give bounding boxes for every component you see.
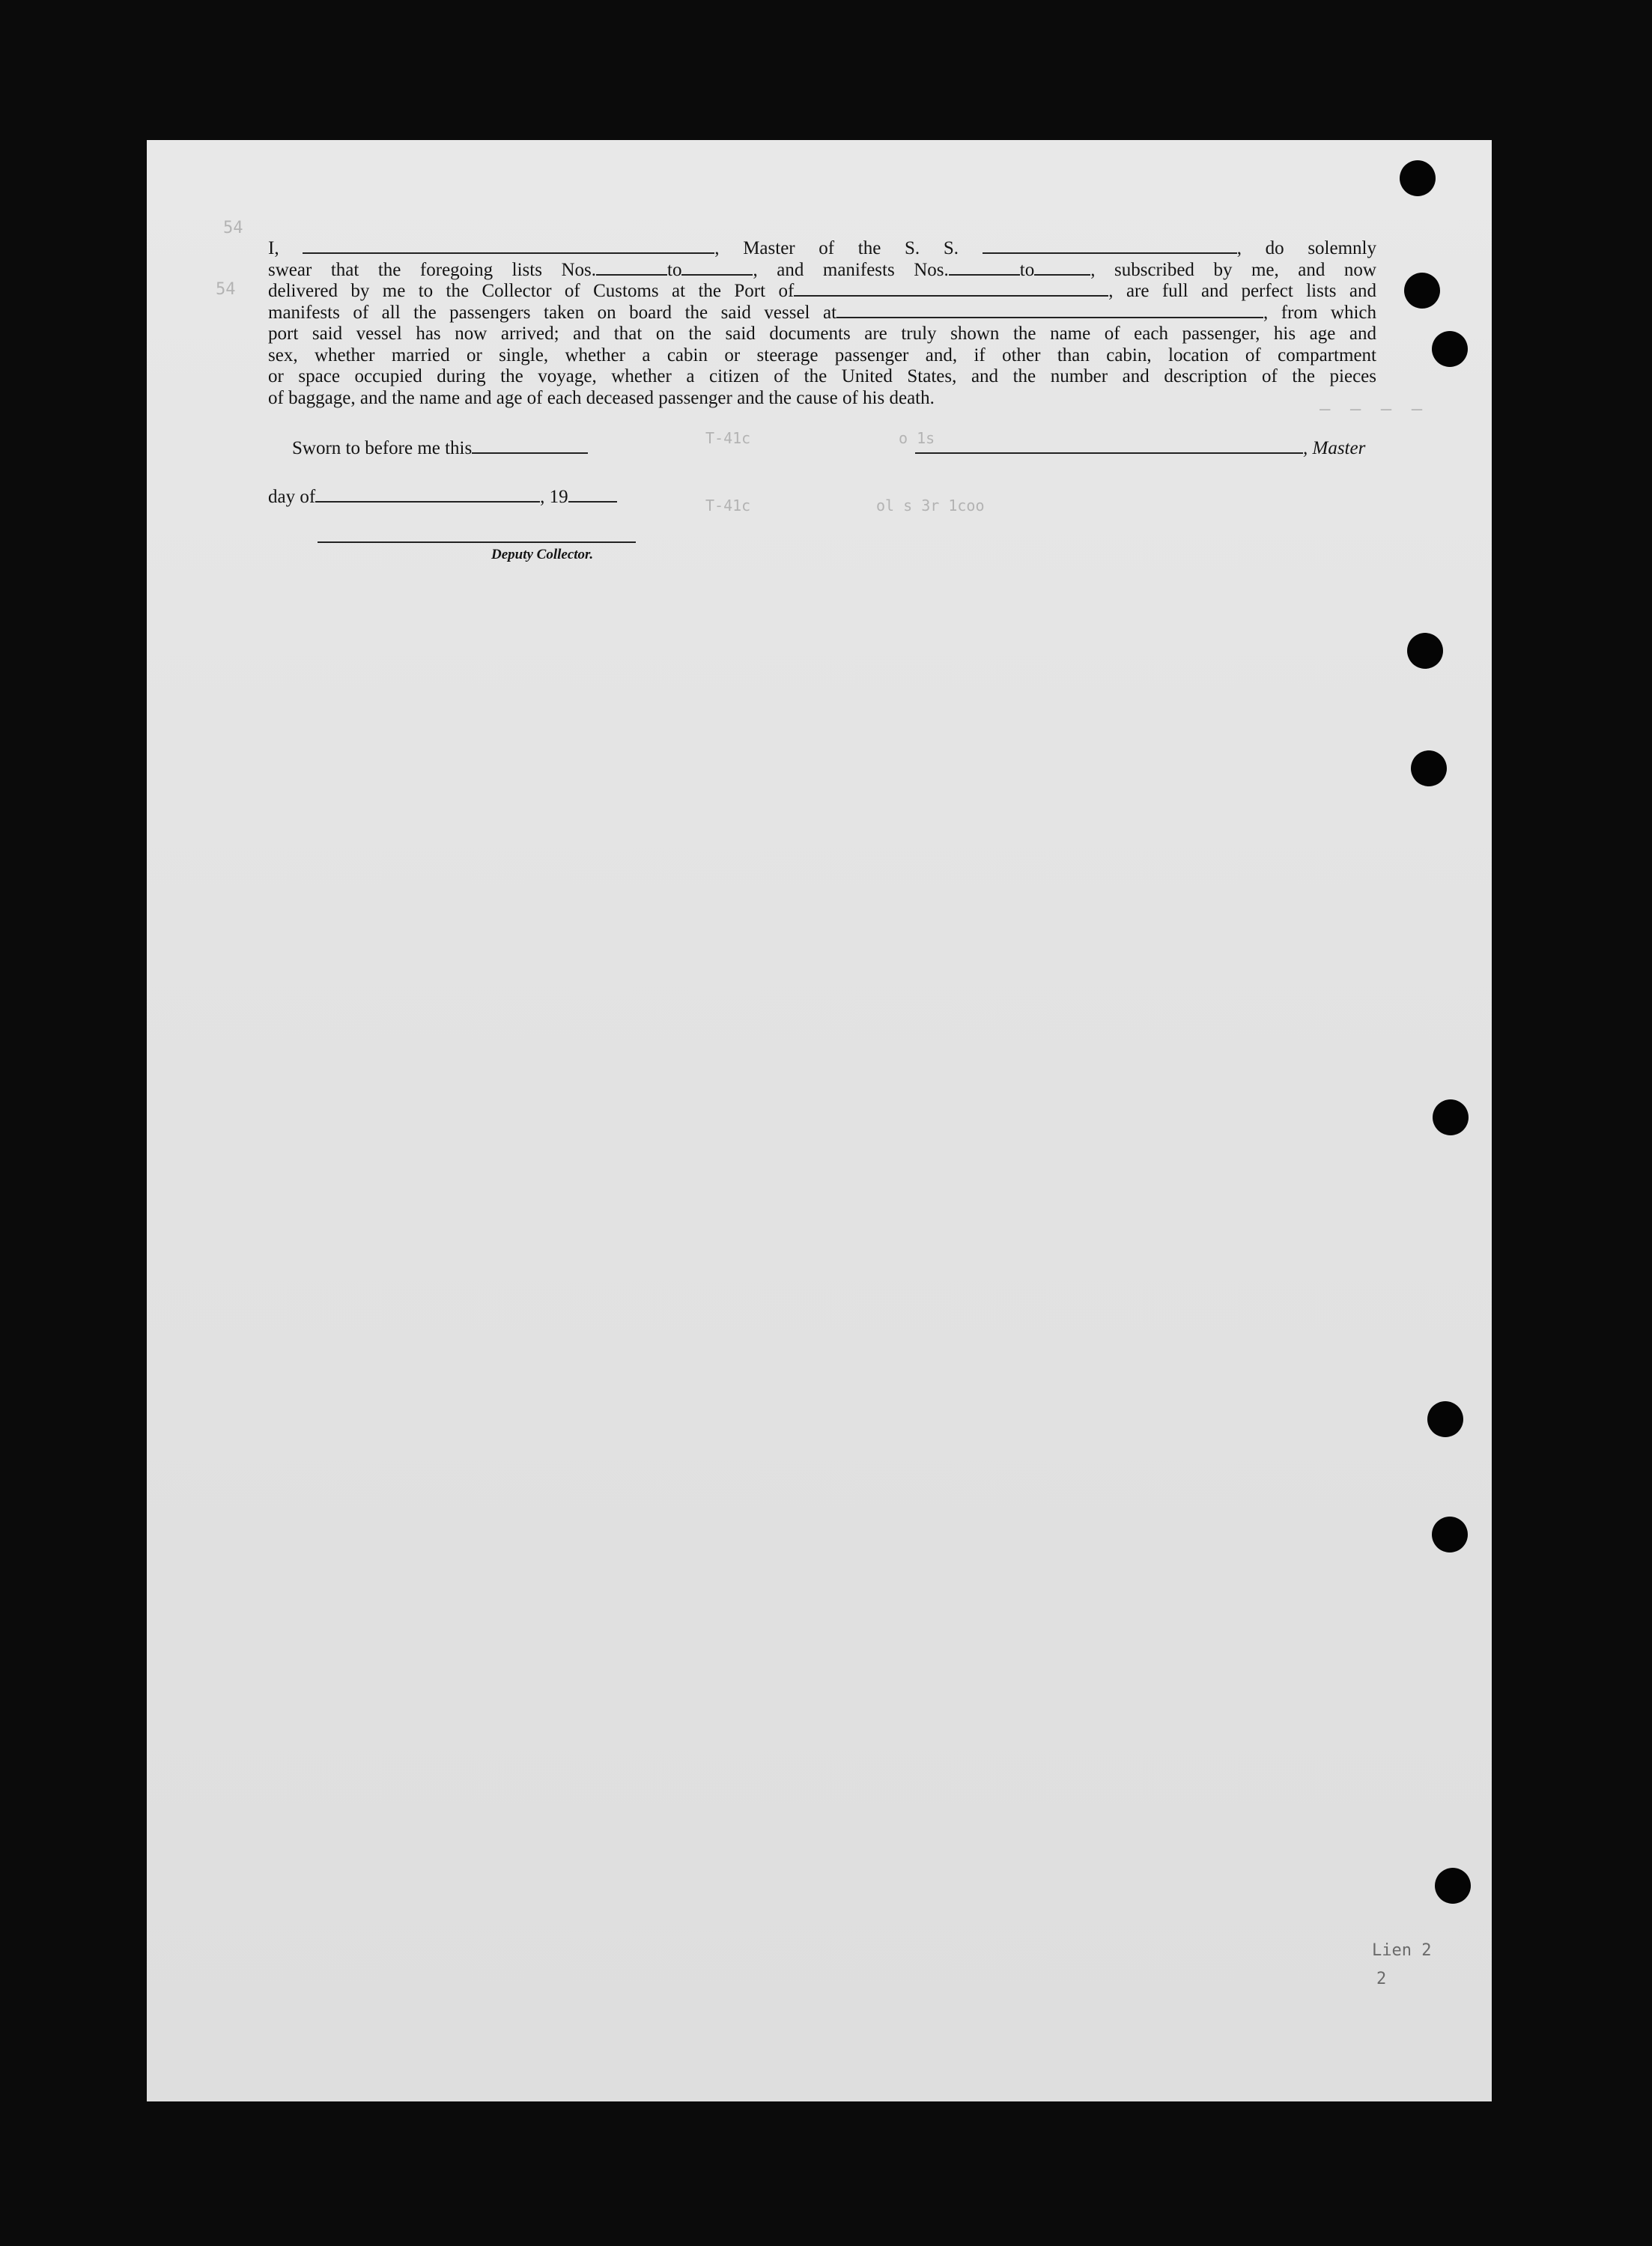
master-signature-line: , Master [915, 438, 1365, 459]
punch-hole [1411, 750, 1447, 786]
declaration-line: sex, whether married or single, whether a cabin or steerage passenger and, if other than cabin, location of compartment [268, 345, 1376, 365]
declaration-line: manifests of all the passengers taken on board the said vessel at , from which [268, 302, 1376, 323]
sworn-day-blank [472, 452, 588, 454]
corner-stamp: Lien 2 [1372, 1941, 1432, 1960]
declaration-line: delivered by me to the Collector of Customs at the Port of , are full and perfect lists and [268, 281, 1376, 301]
margin-number: 54 [216, 280, 236, 299]
corner-stamp: 2 [1376, 1970, 1387, 1988]
punch-hole [1427, 1401, 1463, 1437]
punch-hole [1400, 160, 1436, 196]
sworn-line: Sworn to before me this [292, 438, 588, 459]
declaration-line: or space occupied during the voyage, whether a citizen of the United States, and the number and description of the pieces [268, 366, 1376, 386]
deputy-collector-signature-line [318, 541, 636, 543]
transfer-text: T-41c [705, 429, 751, 447]
transfer-text: o 1s [899, 429, 935, 447]
punch-hole [1432, 1517, 1468, 1553]
transfer-text: ol s 3r 1coo [876, 497, 985, 515]
year-blank [568, 501, 617, 503]
master-signature-blank [915, 452, 1303, 454]
document-page [147, 140, 1492, 2101]
faint-dashes: – – – – [1320, 398, 1427, 419]
master-name-blank [303, 252, 714, 254]
departure-port-blank [836, 317, 1263, 318]
declaration-line: port said vessel has now arrived; and that on the said documents are truly shown the name of each passenger, his age and [268, 324, 1376, 344]
margin-number: 54 [223, 219, 243, 237]
declaration-line: I, , Master of the S. S. , do solemnly [268, 238, 1376, 258]
declaration-paragraph [268, 238, 1376, 409]
port-blank [794, 295, 1108, 297]
punch-hole [1432, 331, 1468, 367]
punch-hole [1433, 1099, 1469, 1135]
deputy-collector-label: Deputy Collector. [491, 547, 594, 562]
vessel-name-blank [983, 252, 1237, 254]
declaration-line: swear that the foregoing lists Nos. to , and manifests Nos. to , subscribed by me, and now [268, 259, 1376, 280]
punch-hole [1407, 633, 1443, 669]
punch-hole [1404, 273, 1440, 309]
transfer-text: T-41c [705, 497, 751, 515]
declaration-line: of baggage, and the name and age of each deceased passenger and the cause of his death. [268, 387, 935, 408]
day-of-line: day of , 19 [268, 487, 617, 508]
punch-hole [1435, 1868, 1471, 1904]
month-blank [315, 501, 540, 503]
